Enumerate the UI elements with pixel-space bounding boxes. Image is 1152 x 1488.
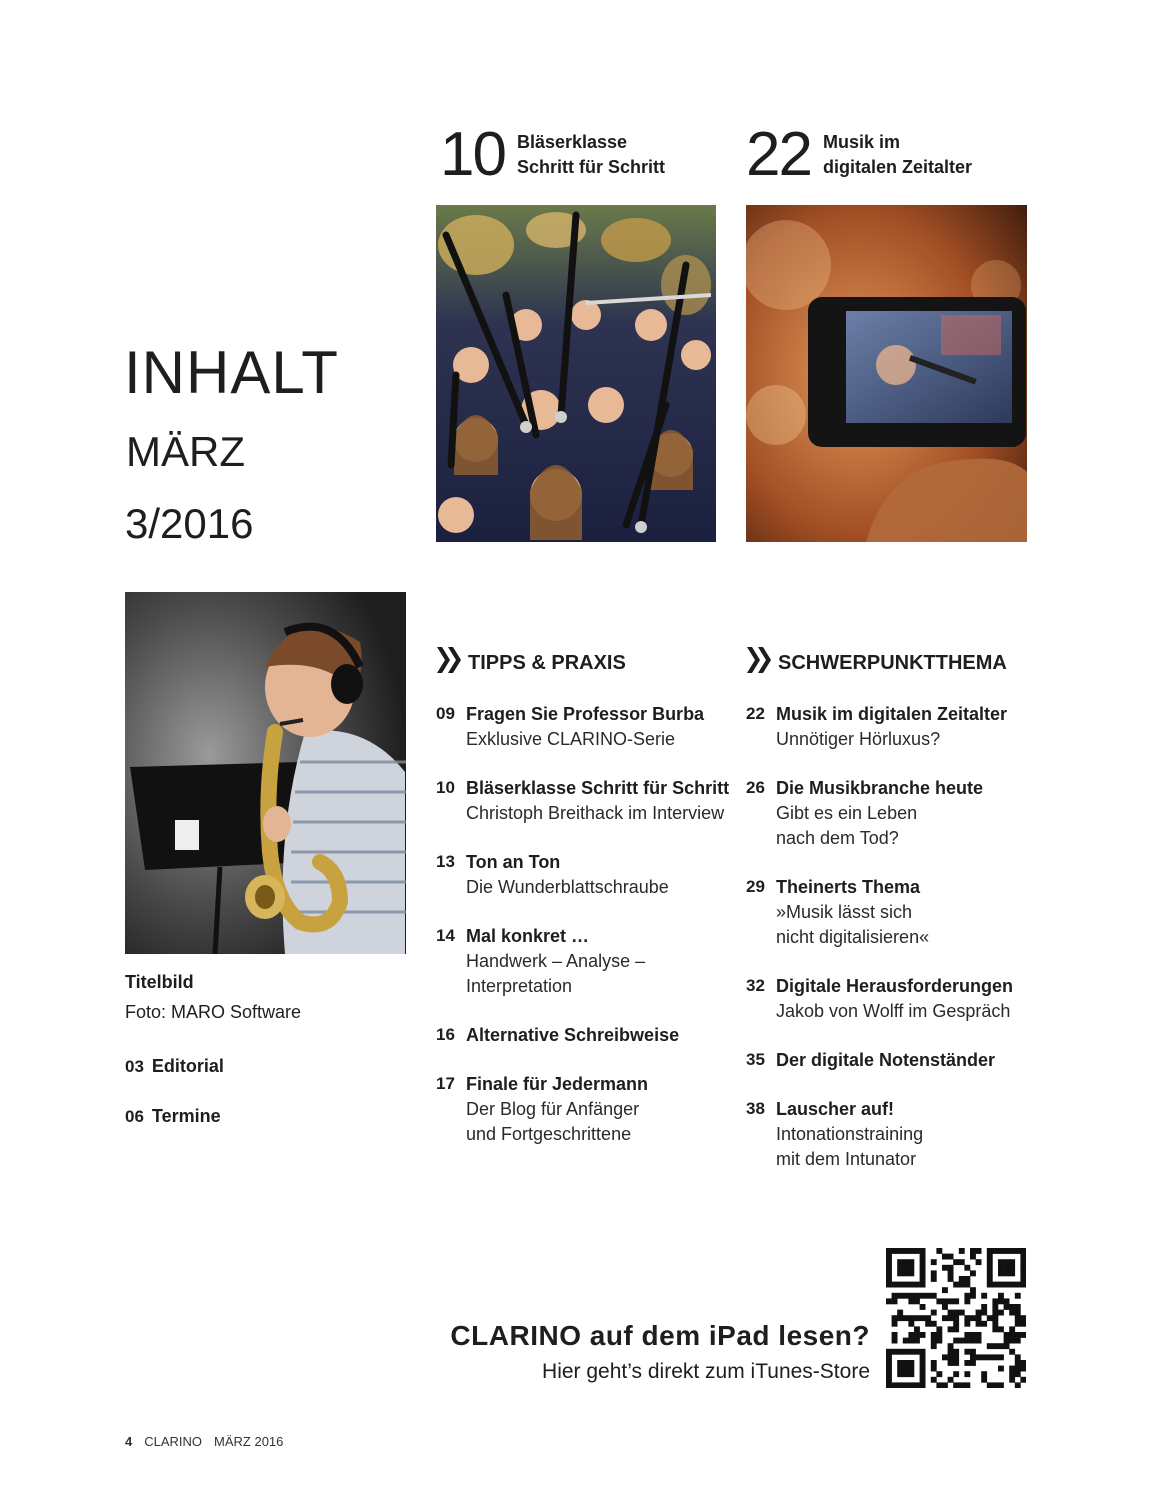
section-heading: TIPPS & PRAXIS (468, 651, 626, 674)
toc-item-title: Theinerts Thema (776, 877, 921, 897)
toc-item-subtitle: nicht digitalisieren« (776, 927, 930, 947)
cover-caption-credit: Foto: MARO Software (125, 1002, 302, 1022)
section-tipps-praxis (436, 646, 736, 1171)
toc-item-editorial[interactable] (125, 1056, 224, 1077)
qr-code-icon[interactable] (886, 1248, 1026, 1388)
toc-item-title: Musik im digitalen Zeitalter (776, 704, 1008, 724)
toc-item-subtitle: Der Blog für Anfänger (466, 1099, 640, 1119)
toc-item-subtitle: Christoph Breithack im Interview (466, 803, 725, 823)
page-footer (125, 1434, 295, 1449)
double-chevron-icon (436, 646, 462, 680)
double-chevron-icon (746, 646, 772, 680)
feature-title-line1: Musik im (822, 132, 900, 152)
toc-item-subtitle: und Fortgeschrittene (466, 1124, 632, 1144)
toc-item-subtitle: Interpretation (466, 976, 573, 996)
issue-number: 3/2016 (125, 500, 254, 547)
cover-caption-title: Titelbild (125, 972, 194, 992)
page-number: 4 (125, 1434, 133, 1449)
photo-wind-band[interactable] (436, 205, 716, 542)
feature-title-line2: Schritt für Schritt (516, 157, 665, 177)
toc-item-number: 14 (436, 926, 455, 945)
footer-magazine: CLARINO (144, 1434, 203, 1449)
camera-image (746, 205, 1027, 542)
toc-item-subtitle: nach dem Tod? (776, 828, 899, 848)
toc-item-title: Alternative Schreibweise (466, 1025, 680, 1045)
toc-item-22[interactable] (746, 702, 1046, 752)
footer-issue: MÄRZ 2016 (214, 1434, 284, 1449)
toc-item-subtitle: Intonationstraining (776, 1124, 924, 1144)
toc-item-number: 03 (125, 1057, 144, 1076)
toc-item-number: 10 (436, 778, 455, 797)
toc-item-subtitle: Handwerk – Analyse – (466, 951, 646, 971)
toc-item-number: 09 (436, 704, 455, 723)
toc-item-termine[interactable] (125, 1106, 221, 1127)
toc-item-35[interactable] (746, 1048, 1046, 1073)
toc-item-title: Ton an Ton (466, 852, 561, 872)
toc-item-32[interactable] (746, 974, 1046, 1024)
ipad-subline: Hier geht’s direkt zum iTunes-Store (542, 1360, 870, 1383)
feature-title-line1: Bläserklasse (516, 132, 628, 152)
toc-item-13[interactable] (436, 850, 736, 900)
toc-item-number: 06 (125, 1107, 144, 1126)
qr-code-graphic (886, 1248, 1026, 1388)
toc-item-title: Editorial (151, 1056, 224, 1076)
toc-item-subtitle: Unnötiger Hörluxus? (776, 729, 941, 749)
feature-number: 22 (746, 120, 811, 189)
ipad-promo[interactable] (436, 1320, 870, 1384)
toc-item-title: Lauscher auf! (776, 1099, 895, 1119)
issue-month: MÄRZ (126, 428, 245, 475)
toc-item-title: Mal konkret … (466, 926, 590, 946)
photo-camera[interactable] (746, 205, 1027, 542)
feature-10[interactable] (440, 120, 665, 189)
feature-22[interactable] (746, 120, 972, 189)
toc-item-number: 16 (436, 1025, 455, 1044)
toc-item-number: 35 (746, 1050, 765, 1069)
toc-item-number: 29 (746, 877, 765, 896)
toc-item-title: Finale für Jedermann (466, 1074, 649, 1094)
toc-item-title: Die Musikbranche heute (776, 778, 984, 798)
section-schwerpunktthema (746, 646, 1046, 1196)
toc-item-38[interactable] (746, 1097, 1046, 1172)
toc-item-number: 32 (746, 976, 765, 995)
toc-item-17[interactable] (436, 1072, 736, 1147)
toc-item-title: Fragen Sie Professor Burba (466, 704, 705, 724)
toc-item-subtitle: Die Wunderblattschraube (466, 877, 669, 897)
feature-number: 10 (440, 120, 505, 189)
toc-item-number: 13 (436, 852, 455, 871)
toc-item-09[interactable] (436, 702, 736, 752)
toc-item-10[interactable] (436, 776, 736, 826)
toc-item-number: 17 (436, 1074, 455, 1093)
feature-title-line2: digitalen Zeitalter (822, 157, 972, 177)
toc-item-title: Bläserklasse Schritt für Schritt (466, 778, 730, 798)
page-title: INHALT (124, 339, 339, 406)
toc-item-subtitle: mit dem Intunator (776, 1149, 917, 1169)
toc-item-14[interactable] (436, 924, 736, 999)
wind-band-image (436, 205, 716, 542)
section-heading: SCHWERPUNKTTHEMA (778, 651, 1007, 674)
toc-item-16[interactable] (436, 1023, 736, 1048)
toc-item-number: 38 (746, 1099, 765, 1118)
toc-item-subtitle: »Musik lässt sich (776, 902, 913, 922)
toc-item-number: 26 (746, 778, 765, 797)
toc-item-29[interactable] (746, 875, 1046, 950)
saxophone-player-image (125, 592, 406, 954)
toc-item-number: 22 (746, 704, 765, 723)
ipad-question: CLARINO auf dem iPad lesen? (450, 1320, 870, 1351)
toc-item-subtitle: Jakob von Wolff im Gespräch (776, 1001, 1011, 1021)
toc-item-title: Termine (151, 1106, 221, 1126)
toc-item-subtitle: Exklusive CLARINO-Serie (466, 729, 676, 749)
toc-item-title: Der digitale Notenständer (776, 1050, 996, 1070)
photo-cover[interactable] (125, 592, 406, 954)
toc-item-26[interactable] (746, 776, 1046, 851)
toc-item-subtitle: Gibt es ein Leben (776, 803, 918, 823)
toc-item-title: Digitale Herausforderungen (776, 976, 1014, 996)
